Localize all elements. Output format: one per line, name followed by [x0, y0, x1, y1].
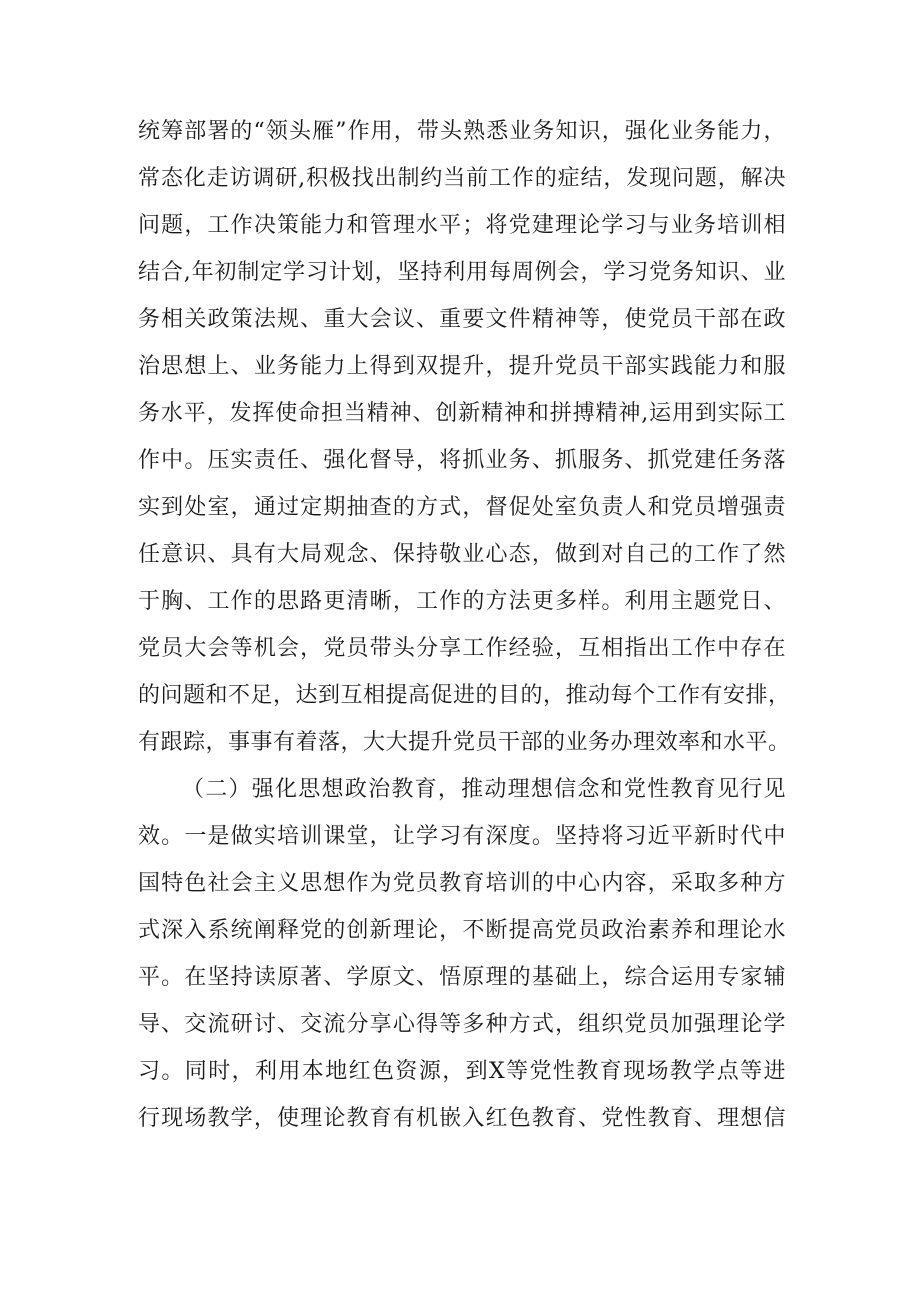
text-line: 务水平，发挥使命担当精神、创新精神和拼搏精神,运用到实际工 — [138, 401, 786, 426]
text-line: 务相关政策法规、重大会议、重要文件精神等，使党员干部在政 — [138, 307, 786, 332]
text-line: 于胸、工作的思路更清晰，工作的方法更多样。利用主题党日、 — [138, 589, 786, 614]
paragraph-2 — [138, 766, 786, 1142]
text-line: 党员大会等机会，党员带头分享工作经验，互相指出工作中存在 — [138, 636, 786, 661]
paragraph-1 — [138, 108, 791, 766]
text-line: 实到处室，通过定期抽查的方式，督促处室负责人和党员增强责 — [138, 495, 786, 520]
section-heading-line: （二）强化思想政治教育，推动理想信念和党性教育见行见 — [182, 777, 786, 802]
text-line: 平。在坚持读原著、学原文、悟原理的基础上，综合运用专家辅 — [138, 965, 786, 990]
text-line: 效。一是做实培训课堂，让学习有深度。坚持将习近平新时代中 — [138, 824, 786, 849]
text-line: 治思想上、业务能力上得到双提升，提升党员干部实践能力和服 — [138, 354, 786, 379]
text-line: 结合,年初制定学习计划，坚持利用每周例会，学习党务知识、业 — [138, 260, 786, 285]
text-line: 国特色社会主义思想作为党员教育培训的中心内容，采取多种方 — [138, 871, 786, 896]
text-line: 作中。压实责任、强化督导，将抓业务、抓服务、抓党建任务落 — [138, 448, 786, 473]
text-line: 问题，工作决策能力和管理水平；将党建理论学习与业务培训相 — [138, 213, 786, 238]
text-line: 式深入系统阐释党的创新理论，不断提高党员政治素养和理论水 — [138, 918, 786, 943]
text-line: 导、交流研讨、交流分享心得等多种方式，组织党员加强理论学 — [138, 1012, 786, 1037]
document-body — [138, 108, 791, 1142]
text-line: 统筹部署的“领头雁”作用，带头熟悉业务知识，强化业务能力， — [138, 119, 786, 144]
text-line: 行现场教学，使理论教育有机嵌入红色教育、党性教育、理想信 — [138, 1106, 786, 1131]
text-line: 常态化走访调研,积极找出制约当前工作的症结，发现问题，解决 — [138, 166, 786, 191]
text-line: 习。同时，利用本地红色资源，到X等党性教育现场教学点等进 — [138, 1059, 786, 1084]
text-line: 的问题和不足，达到互相提高促进的目的，推动每个工作有安排， — [138, 683, 791, 708]
text-line: 有跟踪，事事有着落，大大提升党员干部的业务办理效率和水平。 — [138, 730, 791, 755]
text-line: 任意识、具有大局观念、保持敬业心态，做到对自己的工作了然 — [138, 542, 786, 567]
